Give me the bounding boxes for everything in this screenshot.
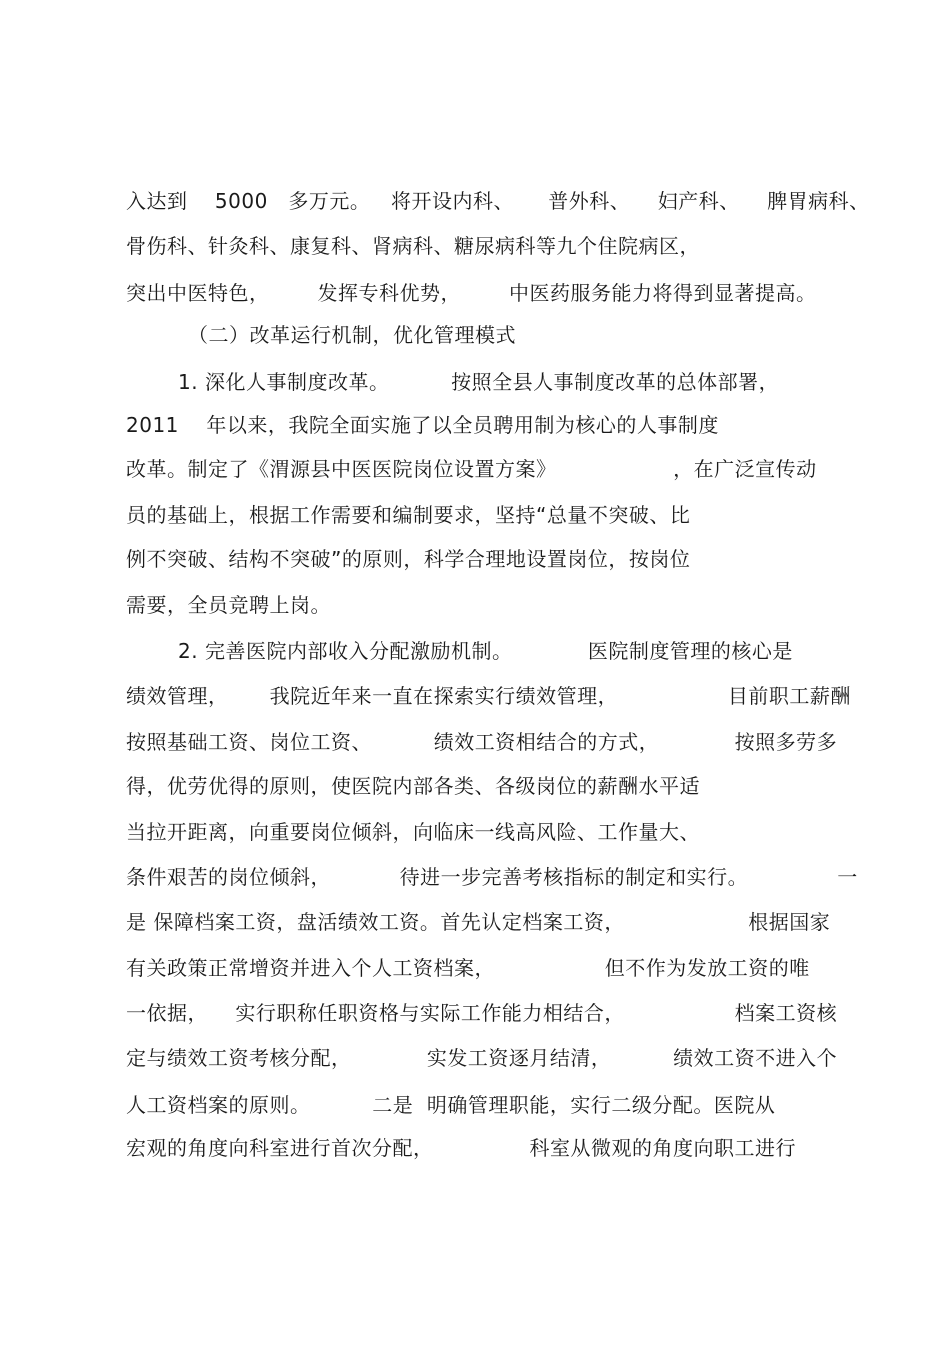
text-line: 宏观的角度向科室进行首次分配， 科室从微观的角度向职工进行: [126, 1136, 797, 1160]
text-line: 条件艰苦的岗位倾斜， 待进一步完善考核指标的制定和实行。 一: [126, 865, 858, 889]
text-line: 绩效管理， 我院近年来一直在探索实行绩效管理， 目前职工薪酬: [126, 684, 851, 708]
section-heading: （二）改革运行机制，优化管理模式: [188, 323, 516, 347]
subsection-heading: 1. 深化人事制度改革。 按照全县人事制度改革的总体部署，: [178, 370, 780, 394]
text-line: 骨伤科、针灸科、康复科、肾病科、糖尿病科等九个住院病区，: [126, 234, 700, 258]
text-line: 得，优劳优得的原则，使医院内部各类、各级岗位的薪酬水平适: [126, 774, 700, 798]
text-line: 需要，全员竞聘上岗。: [126, 593, 331, 617]
text-line: 2011 年以来，我院全面实施了以全员聘用制为核心的人事制度: [126, 413, 719, 437]
text-line: 按照基础工资、岗位工资、 绩效工资相结合的方式， 按照多劳多: [126, 730, 838, 754]
text-line: 入达到 5000 多万元。 将开设内科、 普外科、 妇产科、 脾胃病科、: [126, 189, 870, 213]
text-line: 当拉开距离，向重要岗位倾斜，向临床一线高风险、工作量大、: [126, 820, 700, 844]
text-line: 突出中医特色， 发挥专科优势， 中医药服务能力将得到显著提高。: [126, 281, 817, 305]
text-line: 有关政策正常增资并进入个人工资档案， 但不作为发放工资的唯: [126, 956, 810, 980]
text-line: 员的基础上，根据工作需要和编制要求，坚持“总量不突破、比: [126, 503, 691, 527]
text-line: 人工资档案的原则。 二是 明确管理职能，实行二级分配。医院从: [126, 1093, 776, 1117]
text-line: 例不突破、结构不突破”的原则，科学合理地设置岗位，按岗位: [126, 547, 691, 571]
text-line: 改革。制定了《渭源县中医医院岗位设置方案》 ，在广泛宣传动: [126, 457, 817, 481]
text-line: 定与绩效工资考核分配， 实发工资逐月结清， 绩效工资不进入个: [126, 1046, 838, 1070]
text-line: 是 保障档案工资，盘活绩效工资。首先认定档案工资， 根据国家: [126, 910, 831, 934]
subsection-heading: 2. 完善医院内部收入分配激励机制。 医院制度管理的核心是: [178, 639, 793, 663]
text-line: 一依据， 实行职称任职资格与实际工作能力相结合， 档案工资核: [126, 1001, 838, 1025]
